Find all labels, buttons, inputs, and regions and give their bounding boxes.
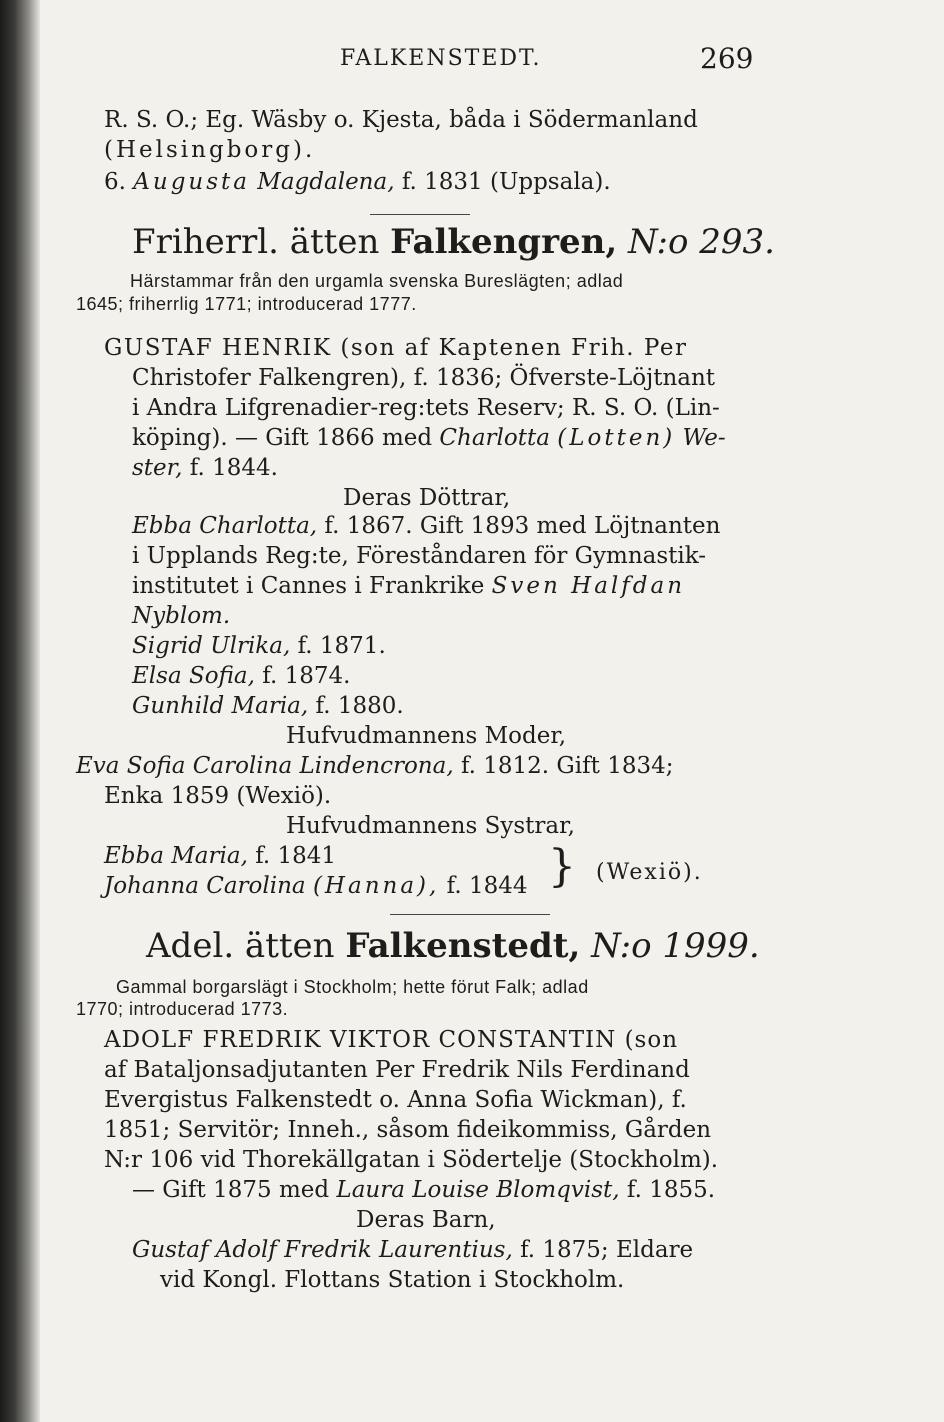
person-name: Augusta [133, 169, 250, 195]
person-name: Charlotta [439, 425, 550, 451]
page-header [0, 40, 944, 80]
person-name: We- [682, 425, 726, 451]
entry-text: f. 1874. [262, 663, 351, 689]
entry-line [132, 1236, 693, 1264]
person-name: Ebba Maria, [104, 843, 248, 869]
running-title: FALKENSTEDT. [340, 46, 542, 71]
family-description: 1645; friherrlig 1771; introducerad 1777. [76, 294, 417, 314]
entry-text: f. 1875; Eldare [520, 1237, 694, 1263]
person-name: Laura Louise Blomqvist, [336, 1177, 620, 1203]
entry-text: köping). — Gift 1866 med [132, 425, 433, 451]
entry-text: f. 1812. Gift 1834; [460, 753, 674, 779]
entry-line [132, 424, 726, 452]
family-name: Falkenstedt, [345, 926, 581, 966]
brace-icon: } [548, 841, 576, 892]
entry-text: f. 1841 [255, 843, 337, 869]
person-name: Gunhild Maria, [132, 693, 309, 719]
family-number: N:o 293. [628, 222, 775, 262]
family-description: Gammal borgarslägt i Stockholm; hette förut Falk; adlad [116, 977, 589, 997]
book-binding-shadow [0, 0, 40, 1422]
entry-line: i Upplands Reg:te, Föreståndaren för Gymnastik- [132, 543, 707, 569]
person-name: Sven Halfdan [491, 573, 686, 599]
entry-line [132, 632, 386, 660]
entry-text: f. 1867. Gift 1893 med Löjtnanten [324, 513, 721, 539]
entry-text: f. 1831 (Uppsala). [401, 169, 611, 195]
person-name: Elsa Sofia, [132, 663, 255, 689]
person-name: Eva Sofia Carolina Lindencrona, [76, 753, 454, 779]
entry-line [132, 662, 350, 690]
person-name: Sigrid Ulrika, [132, 633, 291, 659]
person-name: Nyblom. [132, 603, 231, 629]
family-heading [132, 222, 775, 262]
entry-line: Christofer Falkengren), f. 1836; Öfverste-Löjtnant [132, 365, 716, 391]
subheading: Deras Barn, [356, 1207, 496, 1233]
entry-line: Enka 1859 (Wexiö). [104, 783, 332, 809]
person-name: Ebba Charlotta, [132, 513, 318, 539]
person-name: Johanna Carolina [104, 873, 306, 899]
family-heading [146, 926, 760, 966]
subheading: Hufvudmannens Systrar, [286, 813, 575, 839]
entry-line: N:r 106 vid Thorekällgatan i Södertelje (Stockholm). [104, 1147, 719, 1173]
entry-text: f. 1871. [297, 633, 386, 659]
entry-line [132, 1176, 715, 1204]
entry-line [132, 454, 278, 482]
entry-line [104, 872, 528, 900]
entry-line: R. S. O.; Eg. Wäsby o. Kjesta, båda i Södermanland [104, 107, 698, 133]
entry-text: f. 1855. [626, 1177, 716, 1203]
family-number: N:o 1999. [591, 926, 760, 966]
entry-line [132, 512, 720, 540]
entry-line [132, 692, 404, 720]
person-name: ster, [132, 455, 183, 481]
entry-text: f. 1880. [315, 693, 404, 719]
entry-line: (Helsingborg). [104, 137, 316, 163]
entry-text: f. 1844. [189, 455, 278, 481]
person-nickname: (Lotten) [557, 425, 676, 451]
entry-number: 6. [104, 169, 126, 195]
page-number: 269 [700, 42, 754, 75]
subheading: Hufvudmannens Moder, [286, 723, 567, 749]
entry-line [104, 842, 336, 870]
entry-line: i Andra Lifgrenadier-reg:tets Reserv; R. S. O. (Lin- [132, 395, 720, 421]
entry-line: Evergistus Falkenstedt o. Anna Sofia Wickman), f. [104, 1087, 687, 1113]
entry-text: institutet i Cannes i Frankrike [132, 573, 485, 599]
entry-line [132, 572, 685, 600]
entry-line: af Bataljonsadjutanten Per Fredrik Nils Ferdinand [104, 1057, 690, 1083]
person-name: Magdalena, [257, 169, 395, 195]
brace-note: (Wexiö). [596, 860, 703, 885]
entry-text: f. 1844 [446, 873, 528, 899]
person-name: Gustaf Adolf Fredrik Laurentius, [132, 1237, 513, 1263]
heading-rank: Friherrl. ätten [132, 222, 380, 262]
entry-line [104, 168, 611, 196]
entry-line: 1851; Servitör; Inneh., såsom fideikommiss, Gården [104, 1117, 712, 1143]
family-description: Härstammar från den urgamla svenska Bureslägten; adlad [130, 271, 624, 291]
family-description: 1770; introducerad 1773. [76, 999, 289, 1019]
subheading: Deras Döttrar, [343, 485, 511, 511]
entry-line: vid Kongl. Flottans Station i Stockholm. [160, 1267, 625, 1293]
entry-line [76, 752, 674, 780]
section-divider [370, 214, 470, 215]
person-nickname: (Hanna), [312, 873, 440, 899]
family-name: Falkengren, [390, 222, 618, 262]
heading-rank: Adel. ätten [146, 926, 335, 966]
entry-line: GUSTAF HENRIK (son af Kaptenen Frih. Per [104, 335, 688, 361]
entry-text: — Gift 1875 med [132, 1177, 330, 1203]
section-divider [390, 914, 550, 915]
entry-line: ADOLF FREDRIK VIKTOR CONSTANTIN (son [104, 1027, 679, 1053]
